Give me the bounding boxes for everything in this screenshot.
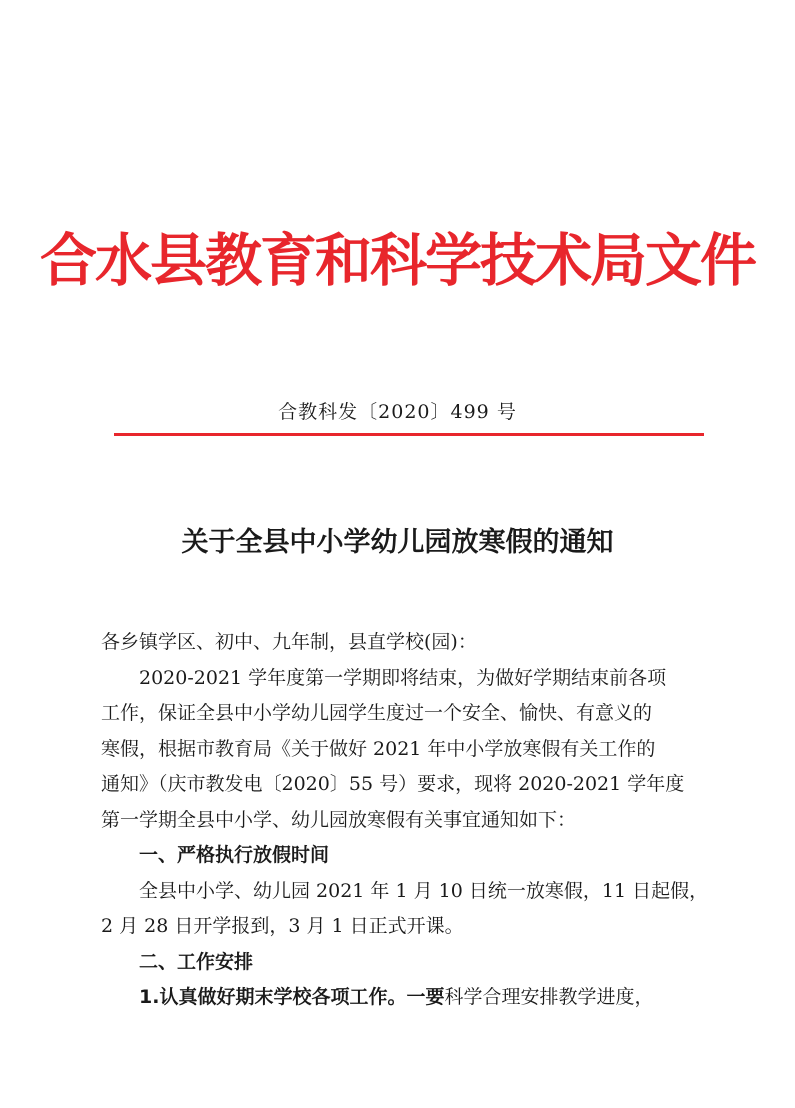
list-item-lead: 1.认真做好期末学校各项工作。一要 (139, 986, 445, 1008)
list-item-text: 科学合理安排教学进度， (444, 986, 654, 1008)
paragraph-line: 通知》（庆市教发电〔2020〕55 号）要求，现将 2020-2021 学年度 (101, 773, 685, 795)
paragraph-line: 寒假，根据市教育局《关于做好 2021 年中小学放寒假有关工作的 (101, 737, 656, 760)
section-heading: 一、严格执行放假时间 (139, 844, 330, 866)
paragraph-line: 2020-2021 学年度第一学期即将结束，为做好学期结束前各项 (139, 666, 667, 689)
section-heading: 二、工作安排 (139, 950, 254, 973)
org-red-header: 合水县教育和科学技术局文件 (40, 227, 755, 294)
red-divider-line (114, 433, 704, 436)
paragraph-line: 工作，保证全县中小学幼儿园学生度过一个安全、愉快、有意义的 (101, 702, 653, 724)
list-item (101, 980, 721, 1016)
document-number: 合教科发〔2020〕499 号 (278, 401, 517, 423)
document-body (101, 625, 721, 1016)
paragraph-line: 第一学期全县中小学、幼儿园放寒假有关事宜通知如下： (101, 808, 577, 831)
paragraph-line: 全县中小学、幼儿园 2021 年 1 月 10 日统一放寒假，11 日起假， (139, 879, 709, 902)
paragraph-line: 2 月 28 日开学报到，3 月 1 日正式开课。 (101, 915, 464, 937)
salutation: 各乡镇学区、初中、九年制，县直学校(园)： (101, 631, 477, 653)
document-title: 关于全县中小学幼儿园放寒假的通知 (181, 527, 614, 558)
